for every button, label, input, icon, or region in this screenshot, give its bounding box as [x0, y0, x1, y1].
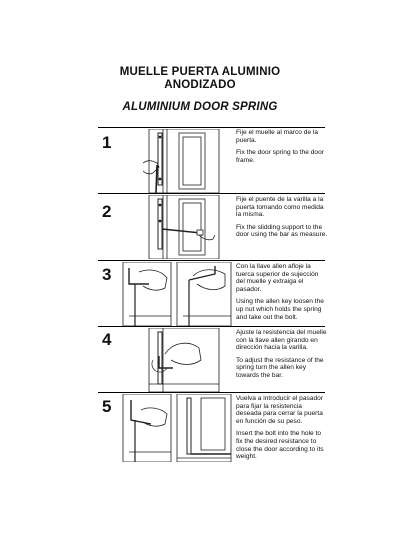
step-divider — [98, 392, 325, 393]
step-number: 4 — [102, 330, 112, 349]
step-divider — [98, 326, 325, 327]
instruction-spanish: Con la llave allen afloje la tuerca superior de sujección del muelle y extraiga el pasador. — [236, 263, 319, 293]
step-number: 3 — [102, 265, 112, 284]
adjust-resistance-illustration — [143, 328, 225, 392]
sliding-support-illustration — [143, 195, 225, 259]
instruction-english: Using the allen key loosen the up nut which holds the spring and take out the bolt. — [236, 298, 324, 321]
step-5 — [98, 392, 325, 464]
instruction-spanish: Fije el muelle al marco de la puerta. — [236, 129, 319, 144]
step-divider — [98, 260, 325, 261]
step-instructions — [236, 329, 328, 385]
step-4 — [98, 326, 325, 392]
title-spanish-line-1: MUELLE PUERTA ALUMINIO — [119, 66, 281, 78]
step-number: 2 — [102, 202, 112, 221]
title-spanish-line-2: ANODIZADO — [164, 79, 236, 91]
instruction-english: Fix the door spring to the door frame. — [236, 149, 324, 164]
insert-bolt-illustration-right — [175, 394, 235, 462]
allen-key-loosen-illustration-right — [175, 262, 235, 326]
step-instructions — [236, 395, 328, 466]
instruction-english: Insert the bolt into the hole to fix the desired resistance to close the door according to its weight. — [236, 430, 324, 461]
instruction-english: To adjust the resistance of the spring turn the allen key towards the bar. — [236, 356, 324, 379]
step-number: 1 — [102, 133, 112, 152]
step-2 — [98, 193, 328, 260]
instruction-spanish: Ajuste la resistencia del muelle con la llave allen girando en dirección hacia la varilla. — [236, 329, 327, 352]
insert-bolt-illustration-left — [119, 394, 173, 462]
step-number: 5 — [102, 397, 112, 416]
instruction-spanish: Vuelva a introducir el pasador para fijar la resistencia deseada para cerrar la puerta en función de su peso. — [236, 395, 323, 425]
allen-key-loosen-illustration-left — [119, 262, 173, 326]
instruction-spanish: Fije el puente de la varilla a la puerta tomando como medida la misma. — [236, 196, 324, 219]
step-divider — [98, 193, 325, 194]
step-3 — [98, 260, 325, 326]
step-instructions — [236, 129, 328, 169]
step-divider — [98, 127, 325, 128]
step-instructions — [236, 196, 328, 244]
step-instructions — [236, 263, 328, 326]
instruction-english: Fix the slidding support to the door using the bar as measure. — [236, 223, 328, 239]
document-title-spanish — [0, 66, 400, 92]
step-1 — [98, 127, 325, 193]
document-title-english: ALUMINIUM DOOR SPRING — [122, 101, 278, 113]
door-frame-illustration — [143, 129, 225, 193]
